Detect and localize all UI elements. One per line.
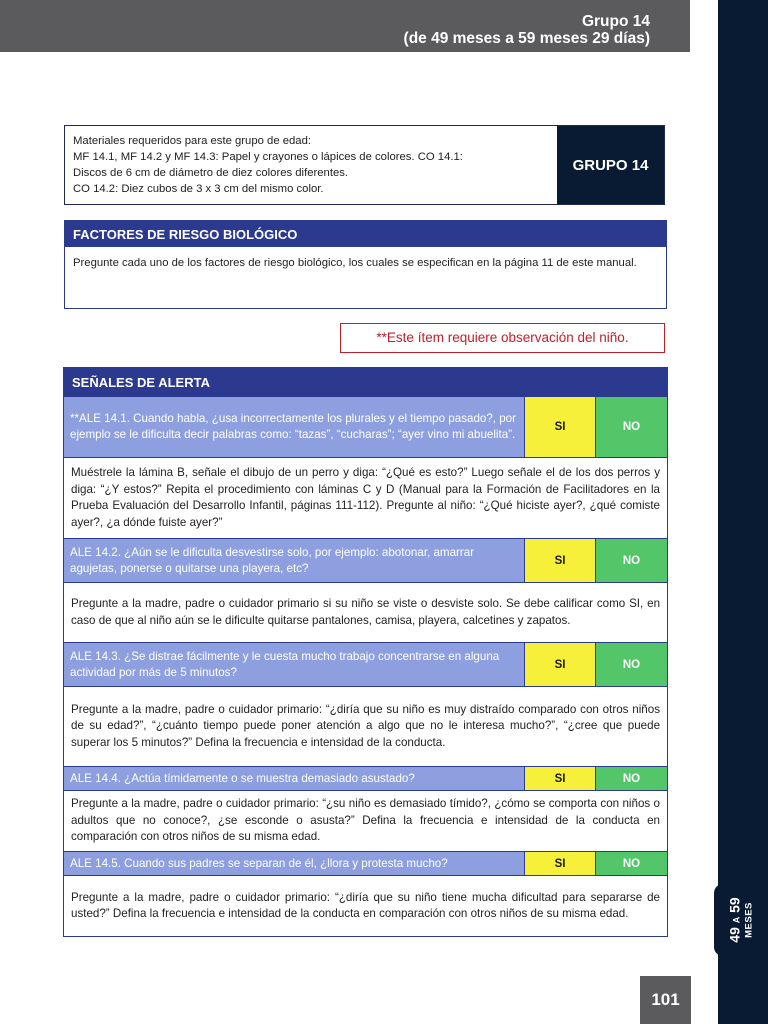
si-option[interactable]: SI xyxy=(525,643,596,687)
no-option[interactable]: NO xyxy=(596,852,668,876)
observation-note: **Este ítem requiere observación del niño. xyxy=(340,323,665,353)
alerts-title: SEÑALES DE ALERTA xyxy=(64,368,668,397)
age-range-tab xyxy=(714,884,768,956)
age-unit: MESES xyxy=(743,902,755,938)
age-connector: A xyxy=(731,916,742,924)
no-option[interactable]: NO xyxy=(596,767,668,791)
materials-box xyxy=(64,125,665,205)
alert-question: **ALE 14.1. Cuando habla, ¿usa incorrectamente los plurales y el tiempo pasado?, por ejemplo se le dificulta decir palabras como: “tazas”, “cucharas”; “ayer vino mi abuelita”. xyxy=(64,397,525,458)
header-title xyxy=(250,13,650,47)
alert-instructions: Pregunte a la madre, padre o cuidador primario: “¿diría que su niño es muy distraído comparado con otros niños de su edad?”, “¿cuánto tiempo puede poner atención a algo que no le interesa mucho?”, “¿cree que puede superar los 5 minutos?” Defina la frecuencia e intensidad de la conducta. xyxy=(64,687,668,767)
alert-instructions: Muéstrele la lámina B, señale el dibujo de un perro y diga: “¿Qué es esto?” Luego señale el de los dos perros y diga: “¿Y estos?” Repita el procedimiento con láminas C y D (Manual para la Formación de Facilitadores en la Prueba Evaluación del Desarrollo Infantil, páginas 111-112). Pregunte al niño: “¿Qué hiciste ayer?, ¿qué comiste ayer?, ¿a dónde fuiste ayer?” xyxy=(64,458,668,539)
si-option[interactable]: SI xyxy=(525,852,596,876)
alert-question: ALE 14.2. ¿Aún se le dificulta desvestirse solo, por ejemplo: abotonar, amarrar agujetas, ponerse o quitarse una playera, etc? xyxy=(64,539,525,583)
alert-question: ALE 14.4. ¿Actúa tímidamente o se muestra demasiado asustado? xyxy=(64,767,525,791)
no-option[interactable]: NO xyxy=(596,539,668,583)
alert-instructions: Pregunte a la madre, padre o cuidador primario: “¿diría que su niño tiene mucha dificultad para separarse de usted?” Defina la frecuencia e intensidad de la conducta en comparación con otros niños de su misma edad. xyxy=(64,876,668,937)
page-number: 101 xyxy=(640,976,691,1024)
age-to: 59 xyxy=(726,897,743,913)
no-option[interactable]: NO xyxy=(596,643,668,687)
alert-question: ALE 14.5. Cuando sus padres se separan de él, ¿llora y protesta mucho? xyxy=(64,852,525,876)
materials-line: MF 14.1, MF 14.2 y MF 14.3: Papel y crayones o lápices de colores. CO 14.1: xyxy=(73,151,463,163)
materials-text xyxy=(65,126,557,204)
header-band xyxy=(0,0,690,52)
alert-question: ALE 14.3. ¿Se distrae fácilmente y le cuesta mucho trabajo concentrarse en alguna actividad por más de 5 minutos? xyxy=(64,643,525,687)
no-option[interactable]: NO xyxy=(596,397,668,458)
materials-line: Discos de 6 cm de diámetro de diez colores diferentes. xyxy=(73,167,349,179)
age-range-label xyxy=(728,897,755,942)
alert-instructions: Pregunte a la madre, padre o cuidador primario si su niño se viste o desviste solo. Se debe calificar como SI, en caso de que al niño aún se le dificulte quitarse pantalones, camisa, playera, calcetines y zapatos. xyxy=(64,583,668,643)
si-option[interactable]: SI xyxy=(525,539,596,583)
si-option[interactable]: SI xyxy=(525,397,596,458)
risk-factors-title: FACTORES DE RIESGO BIOLÓGICO xyxy=(65,221,666,247)
group-label: GRUPO 14 xyxy=(557,126,664,204)
materials-line: CO 14.2: Diez cubos de 3 x 3 cm del mismo color. xyxy=(73,183,324,195)
si-option[interactable]: SI xyxy=(525,767,596,791)
alert-instructions: Pregunte a la madre, padre o cuidador primario: “¿su niño es demasiado tímido?, ¿cómo se comporta con niños o adultos que no conoce?, ¿se esconde o asusta?” Defina la frecuencia e intensidad de la conducta en comparación con otros niños de su misma edad. xyxy=(64,791,668,852)
side-rail xyxy=(718,0,768,1024)
age-from: 49 xyxy=(726,927,743,943)
materials-line: Materiales requeridos para este grupo de edad: xyxy=(73,135,312,147)
risk-factors-body: Pregunte cada uno de los factores de riesgo biológico, los cuales se especifican en la página 11 de este manual. xyxy=(73,257,637,269)
risk-factors-section xyxy=(64,220,667,309)
alerts-table xyxy=(63,367,668,937)
header-title-line2: (de 49 meses a 59 meses 29 días) xyxy=(403,30,650,47)
header-title-line1: Grupo 14 xyxy=(581,13,650,30)
